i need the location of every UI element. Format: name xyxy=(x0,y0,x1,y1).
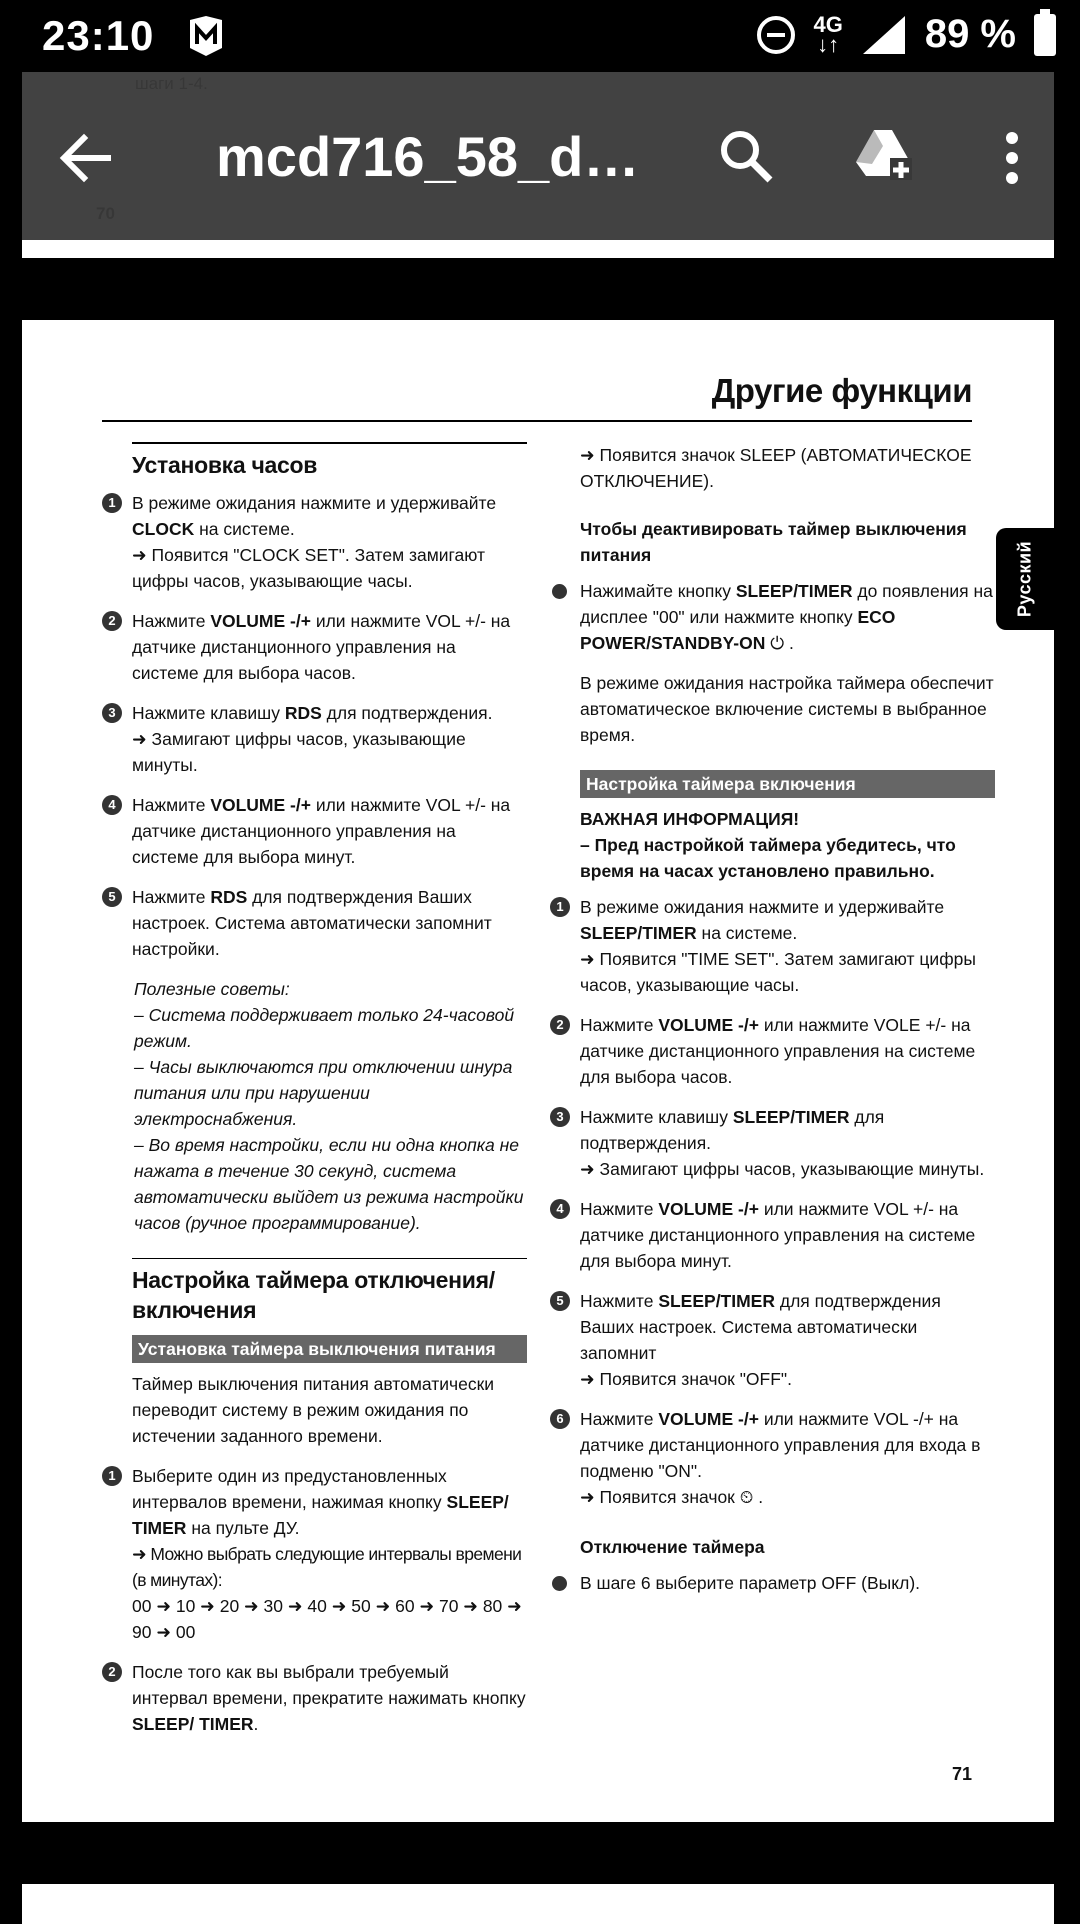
mail-m-icon xyxy=(186,14,226,58)
sleep-appears: ➜ Появится значок SLEEP (АВТОМАТИЧЕСКОЕ ОТКЛЮЧЕНИЕ). xyxy=(580,445,972,491)
standby-note: В режиме ожидания настройка таймера обеспечит автоматическое включение системы в выбранное время. xyxy=(580,673,994,745)
back-arrow-icon[interactable] xyxy=(56,128,116,188)
bullet-icon xyxy=(552,1576,567,1591)
list-item: 1 В режиме ожидания нажмите и удерживайте CLOCK на системе. ➜ Появится "CLOCK SET". Затем замигают цифры часов, указывающие часы. xyxy=(102,490,527,594)
on-timer-banner: Настройка таймера включения xyxy=(580,770,995,798)
deactivate-title: Чтобы деактивировать таймер выключения питания xyxy=(580,519,967,565)
timer-section-title: Настройка таймера отключения/ включения xyxy=(132,1267,495,1323)
search-icon[interactable] xyxy=(716,126,776,186)
list-item: Нажимайте кнопку SLEEP/TIMER до появления на дисплее "00" или нажмите кнопку ECO POWER/STANDBY-ON ⏻ . xyxy=(550,578,995,656)
list-item: 2 Нажмите VOLUME -/+ или нажмите VOLE +/- на датчике дистанционного управления на системе для выбора часов. xyxy=(550,1012,995,1090)
list-item: В шаге 6 выберите параметр OFF (Выкл). xyxy=(550,1570,995,1596)
data-arrows-icon: 4G ↓↑ xyxy=(813,11,843,57)
signal-icon xyxy=(861,14,907,56)
page-header: Другие функции xyxy=(711,372,972,409)
language-tab-label: Русский xyxy=(1014,540,1035,618)
important-text: – Пред настройкой таймера убедитесь, что время на часах установлено правильно. xyxy=(580,835,956,881)
cancel-timer-title: Отключение таймера xyxy=(580,1537,765,1557)
app-toolbar xyxy=(22,72,1054,240)
next-page xyxy=(22,1884,1054,1924)
battery-icon xyxy=(1034,14,1056,56)
document-title: mcd716_58_d… xyxy=(216,125,640,188)
list-item: 2 После того как вы выбрали требуемый интервал времени, прекратите нажимать кнопку SLEEP/ TIMER. xyxy=(102,1659,527,1737)
clock-section-title: Установка часов xyxy=(132,451,318,478)
list-item: 4 Нажмите VOLUME -/+ или нажмите VOL +/- на датчике дистанционного управления на системе для выбора минут. xyxy=(550,1196,995,1274)
important-title: ВАЖНАЯ ИНФОРМАЦИЯ! xyxy=(580,809,800,829)
status-time: 23:10 xyxy=(42,12,155,59)
list-item: 5 Нажмите SLEEP/TIMER для подтверждения Ваших настроек. Система автоматически запомнит ➜ Появится значок "OFF". xyxy=(550,1288,995,1392)
status-bar xyxy=(0,0,1080,72)
tips-block: Полезные советы: – Система поддерживает только 24-часовой режим. – Часы выключаются при отключении шнура питания или при нарушении электроснабжения. – Во время настройки, если ни одна кнопка не нажата в течение 30 секунд, система автоматически выйдет из режима настройки часов (ручное программирование). xyxy=(134,978,524,1233)
page-number: 71 xyxy=(952,1764,973,1784)
list-item: 1 Выберите один из предустановленных интервалов времени, нажимая кнопку SLEEP/ TIMER на пульте ДУ. ➜ Можно выбрать следующие интервалы времени (в минутах): 00 ➜ 10 ➜ 20 ➜ 30 ➜ 40 ➜ 50 ➜ 60 ➜ 70 ➜ 80 ➜ 90 ➜ 00 xyxy=(102,1463,527,1645)
more-vert-icon[interactable] xyxy=(1002,128,1022,188)
list-item: 3 Нажмите клавишу SLEEP/TIMER для подтверждения. ➜ Замигают цифры часов, указывающие минуты. xyxy=(550,1104,995,1182)
list-item: 6 Нажмите VOLUME -/+ или нажмите VOL -/+ на датчике дистанционного управления для входа в подменю "ON". ➜ Появится значок ⏲ . xyxy=(550,1406,995,1510)
bullet-icon xyxy=(552,584,567,599)
dnd-icon xyxy=(757,16,795,54)
right-column xyxy=(550,442,995,1610)
network-type: 4G xyxy=(813,11,843,37)
list-item: 2 Нажмите VOLUME -/+ или нажмите VOL +/- на датчике дистанционного управления на системе для выбора часов. xyxy=(102,608,527,686)
battery-percent: 89 % xyxy=(924,12,1016,56)
list-item: 3 Нажмите клавишу RDS для подтверждения. ➜ Замигают цифры часов, указывающие минуты. xyxy=(102,700,527,778)
list-item: 4 Нажмите VOLUME -/+ или нажмите VOL +/- на датчике дистанционного управления на системе для выбора минут. xyxy=(102,792,527,870)
list-item: 1 В режиме ожидания нажмите и удерживайте SLEEP/TIMER на системе. ➜ Появится "TIME SET". Затем замигают цифры часов, указывающие часы. xyxy=(550,894,995,998)
drive-add-icon[interactable] xyxy=(852,124,916,188)
list-item: 5 Нажмите RDS для подтверждения Ваших настроек. Система автоматически запомнит настройки. xyxy=(102,884,527,962)
sleep-timer-banner: Установка таймера выключения питания xyxy=(132,1335,527,1363)
sleep-intro: Таймер выключения питания автоматически переводит систему в режим ожидания по истечении заданного времени. xyxy=(132,1374,495,1446)
left-column xyxy=(102,442,527,1751)
language-tab xyxy=(996,528,1054,630)
header-rule xyxy=(102,420,972,422)
document-page[interactable] xyxy=(22,320,1054,1822)
